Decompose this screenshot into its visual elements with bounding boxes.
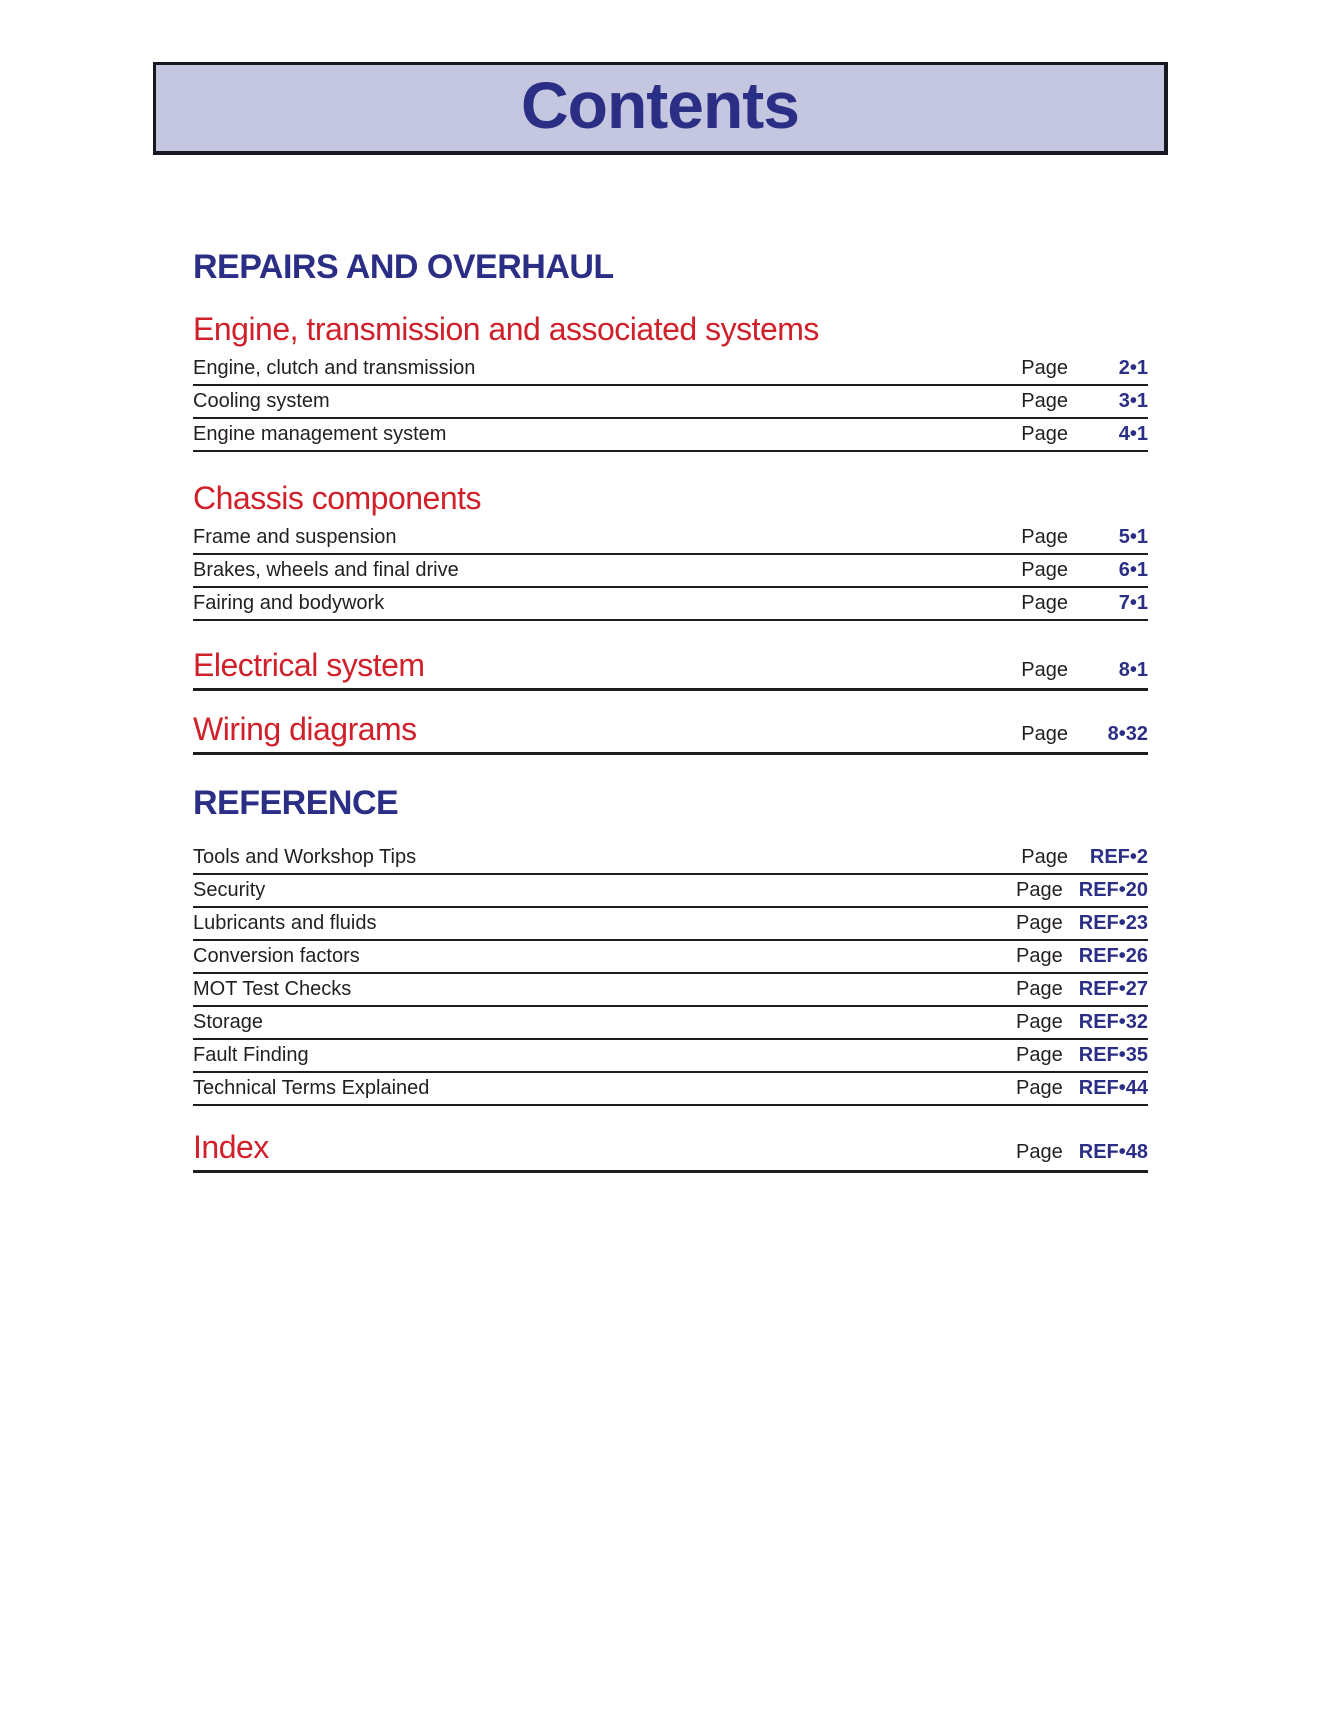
page-ref xyxy=(1016,1077,1148,1100)
toc-item-label: Fairing and bodywork xyxy=(193,592,385,614)
page-number: REF•48 xyxy=(1078,1141,1148,1163)
page-ref xyxy=(1021,846,1148,869)
toc-item-label: Frame and suspension xyxy=(193,526,397,548)
page-ref xyxy=(1021,357,1148,380)
page-word: Page xyxy=(1021,526,1068,548)
page-number: 3•1 xyxy=(1118,390,1148,412)
toc-item-label: Tools and Workshop Tips xyxy=(193,846,417,868)
toc-item-label: Conversion factors xyxy=(193,945,360,967)
table-row xyxy=(193,875,1148,908)
section-heading-reference: REFERENCE xyxy=(193,784,399,822)
page-word: Page xyxy=(1016,912,1063,934)
page-number: REF•26 xyxy=(1078,945,1148,967)
toc-item-label: Engine management system xyxy=(193,423,447,445)
table-row xyxy=(193,386,1148,419)
page-number: REF•35 xyxy=(1078,1044,1148,1066)
page-word: Page xyxy=(1016,978,1063,1000)
page-number: 6•1 xyxy=(1118,559,1148,581)
page-ref xyxy=(1021,659,1148,682)
group-title-wiring: Wiring diagrams xyxy=(193,711,417,747)
table-row xyxy=(193,522,1148,555)
page-number: 7•1 xyxy=(1118,592,1148,614)
page-word: Page xyxy=(1021,390,1068,412)
page-number: REF•32 xyxy=(1078,1011,1148,1033)
page-ref xyxy=(1016,945,1148,968)
page-word: Page xyxy=(1016,879,1063,901)
page-word: Page xyxy=(1021,659,1068,681)
toc-rows-engine xyxy=(193,353,1148,452)
group-title-electrical: Electrical system xyxy=(193,647,425,683)
page-number: REF•23 xyxy=(1078,912,1148,934)
contents-banner xyxy=(153,62,1168,155)
page-number: REF•2 xyxy=(1089,846,1148,868)
section-heading-repairs: REPAIRS AND OVERHAUL xyxy=(193,248,614,286)
page-ref xyxy=(1021,559,1148,582)
page-word: Page xyxy=(1021,846,1068,868)
page-ref xyxy=(1016,1011,1148,1034)
toc-item-label: Brakes, wheels and final drive xyxy=(193,559,459,581)
table-row xyxy=(193,941,1148,974)
page-ref xyxy=(1021,423,1148,446)
table-row xyxy=(193,908,1148,941)
page-number: REF•44 xyxy=(1078,1077,1148,1099)
page-word: Page xyxy=(1021,592,1068,614)
toc-item-label: MOT Test Checks xyxy=(193,978,352,1000)
toc-entry-electrical xyxy=(193,649,1148,691)
toc-rows-chassis xyxy=(193,522,1148,621)
toc-rows-reference xyxy=(193,842,1148,1106)
page-word: Page xyxy=(1016,1044,1063,1066)
page-ref xyxy=(1021,592,1148,615)
page-word: Page xyxy=(1021,357,1068,379)
toc-item-label: Cooling system xyxy=(193,390,330,412)
page-number: 8•32 xyxy=(1107,723,1148,745)
table-row xyxy=(193,555,1148,588)
page-number: 4•1 xyxy=(1118,423,1148,445)
table-row xyxy=(193,353,1148,386)
table-row xyxy=(193,1040,1148,1073)
page-ref xyxy=(1016,978,1148,1001)
page-title: Contents xyxy=(521,68,799,142)
table-row xyxy=(193,1073,1148,1106)
toc-item-label: Engine, clutch and transmission xyxy=(193,357,476,379)
page-ref xyxy=(1021,723,1148,746)
page-number: 5•1 xyxy=(1118,526,1148,548)
page-word: Page xyxy=(1016,945,1063,967)
page-word: Page xyxy=(1016,1077,1063,1099)
page-ref xyxy=(1016,1044,1148,1067)
group-title-index: Index xyxy=(193,1129,269,1165)
page-ref xyxy=(1021,526,1148,549)
toc-content xyxy=(193,250,1148,1173)
table-row xyxy=(193,1007,1148,1040)
page-word: Page xyxy=(1021,723,1068,745)
page-ref xyxy=(1021,390,1148,413)
toc-item-label: Security xyxy=(193,879,266,901)
page-word: Page xyxy=(1021,423,1068,445)
table-row xyxy=(193,974,1148,1007)
page-number: REF•27 xyxy=(1078,978,1148,1000)
toc-entry-wiring xyxy=(193,713,1148,755)
toc-item-label: Fault Finding xyxy=(193,1044,309,1066)
page-number: REF•20 xyxy=(1078,879,1148,901)
page-number: 2•1 xyxy=(1118,357,1148,379)
page-ref xyxy=(1016,1141,1148,1164)
toc-entry-index xyxy=(193,1131,1148,1173)
page-word: Page xyxy=(1016,1141,1063,1163)
page-word: Page xyxy=(1016,1011,1063,1033)
group-title-engine: Engine, transmission and associated systems xyxy=(193,311,819,347)
page-word: Page xyxy=(1021,559,1068,581)
page-ref xyxy=(1016,879,1148,902)
page-number: 8•1 xyxy=(1118,659,1148,681)
toc-item-label: Technical Terms Explained xyxy=(193,1077,430,1099)
group-title-chassis: Chassis components xyxy=(193,480,482,516)
toc-item-label: Storage xyxy=(193,1011,264,1033)
page-ref xyxy=(1016,912,1148,935)
table-row xyxy=(193,588,1148,621)
table-row xyxy=(193,842,1148,875)
table-row xyxy=(193,419,1148,452)
toc-item-label: Lubricants and fluids xyxy=(193,912,377,934)
